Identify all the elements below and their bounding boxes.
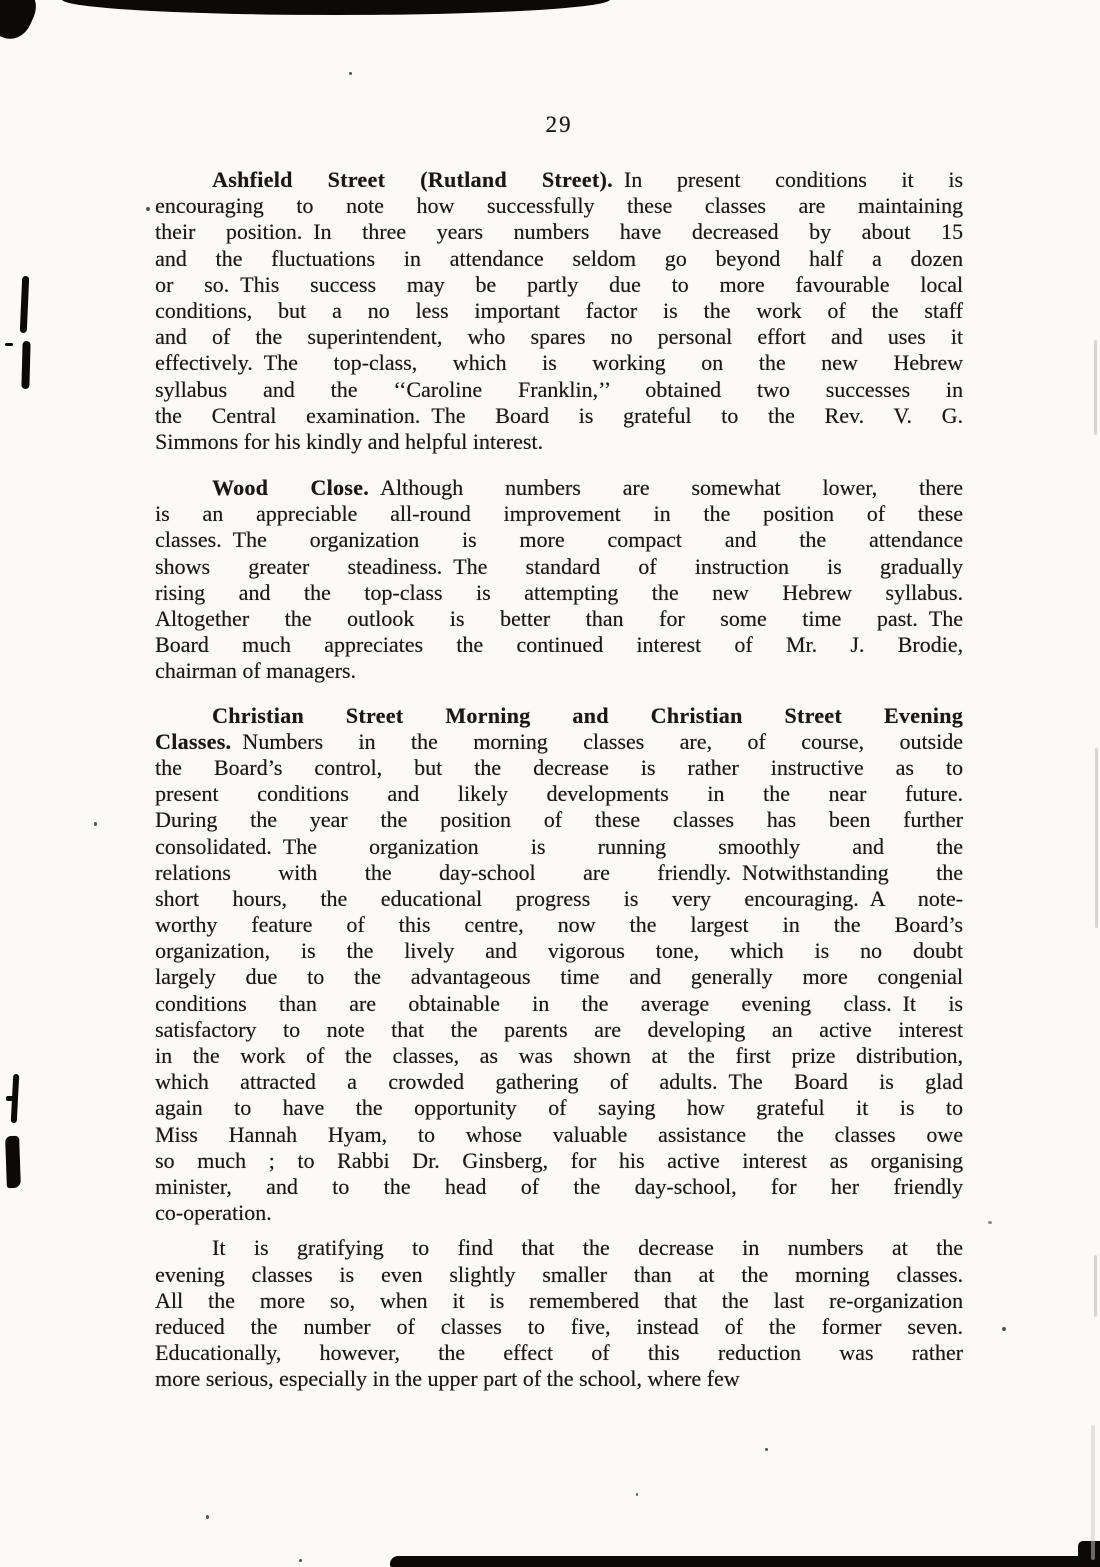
paragraph-ashfield-street bbox=[155, 167, 963, 455]
page-number: 29 bbox=[545, 112, 573, 137]
text-line: It is gratifying to find that the decrease in numbers at the bbox=[212, 1235, 963, 1261]
scan-speck bbox=[1002, 1327, 1006, 1331]
paragraph-gratifying bbox=[155, 1235, 963, 1392]
text-line: organization, is the lively and vigorous tone, which is no doubt bbox=[155, 938, 963, 964]
ink-foot-left-margin bbox=[6, 1096, 16, 1101]
ink-smudge-top-bar bbox=[62, 0, 610, 15]
text-line: conditions, but a no less important factor is the work of the staff bbox=[155, 297, 963, 323]
ink-stroke-left-margin-1 bbox=[20, 276, 29, 333]
text-line: encouraging to note how successfully these classes are maintaining bbox=[155, 193, 963, 219]
text-line: and of the superintendent, who spares no personal effort and uses it bbox=[155, 324, 963, 350]
text-line: shows greater steadiness. The standard of instruction is gradually bbox=[155, 553, 963, 579]
paragraph-heading: Christian Street Morning and Christian Street Evening bbox=[212, 702, 963, 728]
text-line: again to have the opportunity of saying how grateful it is to bbox=[155, 1095, 963, 1121]
text-line: rising and the top-class is attempting the new Hebrew syllabus. bbox=[155, 579, 963, 605]
text-line: Altogether the outlook is better than for some time past. The bbox=[155, 606, 963, 631]
scan-streak-right-3 bbox=[1094, 1255, 1097, 1317]
text-block bbox=[155, 167, 963, 1392]
scan-streak-right-1 bbox=[1094, 340, 1097, 435]
text-line: is an appreciable all-round improvement in the position of these bbox=[155, 501, 963, 527]
scan-speck bbox=[636, 1493, 638, 1496]
scan-speck bbox=[146, 207, 150, 211]
ink-smudge-top-left-corner bbox=[0, 0, 43, 45]
text-line: so much ; to Rabbi Dr. Ginsberg, for his active interest as organising bbox=[155, 1147, 963, 1173]
text-line: During the year the position of these classes has been further bbox=[155, 807, 963, 833]
scan-speck bbox=[206, 1515, 209, 1519]
ink-stroke-left-margin-2 bbox=[21, 341, 30, 389]
scan-speck bbox=[765, 1448, 768, 1451]
text-line: their position. In three years numbers have decreased by about 15 bbox=[155, 219, 963, 245]
text-line: satisfactory to note that the parents are developing an active interest bbox=[155, 1016, 963, 1042]
text-line: relations with the day-school are friendly. Notwithstanding the bbox=[155, 859, 963, 885]
scan-streak-right-4 bbox=[1091, 1425, 1095, 1560]
text-line: Classes. Numbers in the morning classes are, of course, outside bbox=[155, 728, 963, 754]
text-line: and the fluctuations in attendance seldom go beyond half a dozen bbox=[155, 245, 963, 271]
text-line: conditions than are obtainable in the average evening class. It is bbox=[155, 990, 963, 1016]
ink-blob-left-margin bbox=[5, 1136, 21, 1188]
text-line: chairman of managers. bbox=[155, 658, 356, 684]
text-line bbox=[155, 703, 963, 729]
text-line: classes. The organization is more compact and the attendance bbox=[155, 527, 963, 553]
text-line: Simmons for his kindly and helpful interest. bbox=[155, 428, 544, 454]
text-line: which attracted a crowded gathering of adults. The Board is glad bbox=[155, 1069, 963, 1095]
text-line: syllabus and the ‘‘Caroline Franklin,’’ obtained two successes in bbox=[155, 376, 963, 402]
scan-speck bbox=[94, 822, 97, 826]
text-line: Ashfield Street (Rutland Street). In present conditions it is bbox=[212, 167, 964, 192]
paragraph-wood-close bbox=[155, 475, 963, 685]
text-line: worthy feature of this centre, now the largest in the Board’s bbox=[155, 912, 963, 938]
text-line: effectively. The top-class, which is working on the new Hebrew bbox=[155, 350, 963, 376]
text-line: more serious, especially in the upper part of the school, where few bbox=[155, 1366, 740, 1392]
text-line: consolidated. The organization is running smoothly and the bbox=[155, 833, 963, 859]
text-line: in the work of the classes, as was shown at the first prize distribution, bbox=[155, 1043, 963, 1068]
scan-speck bbox=[988, 1221, 992, 1224]
text-line: co-operation. bbox=[155, 1200, 272, 1226]
text-line: or so. This success may be partly due to more favourable local bbox=[155, 271, 963, 297]
text-line: the Central examination. The Board is grateful to the Rev. V. G. bbox=[155, 402, 963, 428]
text-line: reduced the number of classes to five, instead of the former seven. bbox=[155, 1313, 963, 1339]
paragraph-heading: Wood Close. bbox=[212, 475, 370, 501]
text-line: present conditions and likely developments in the near future. bbox=[155, 781, 963, 807]
text-line: Board much appreciates the continued interest of Mr. J. Brodie, bbox=[155, 632, 963, 658]
ink-dash-left-margin bbox=[5, 343, 13, 346]
text-line: short hours, the educational progress is very encouraging. A note- bbox=[155, 885, 963, 911]
text-line: minister, and to the head of the day-school, for her friendly bbox=[155, 1173, 963, 1199]
paragraph-heading: Classes. bbox=[155, 728, 232, 754]
text-line: All the more so, when it is remembered that the last re-organization bbox=[155, 1287, 963, 1313]
text-line: evening classes is even slightly smaller than at the morning classes. bbox=[155, 1261, 963, 1287]
scan-speck bbox=[299, 1559, 302, 1562]
paragraph-christian-street bbox=[155, 703, 963, 1227]
paragraph-heading: Ashfield Street (Rutland Street). bbox=[212, 167, 613, 192]
text-line: Miss Hannah Hyam, to whose valuable assistance the classes owe bbox=[155, 1121, 963, 1147]
text-line: Wood Close. Although numbers are somewhat lower, there bbox=[212, 475, 963, 501]
text-line: the Board’s control, but the decrease is rather instructive as to bbox=[155, 754, 963, 780]
scan-speck bbox=[349, 72, 352, 75]
text-line: largely due to the advantageous time and generally more congenial bbox=[155, 964, 963, 990]
ink-smudge-bottom-bar bbox=[390, 1556, 1100, 1567]
scan-streak-right-2 bbox=[1095, 748, 1098, 928]
ink-smudge-bottom-right-corner bbox=[1078, 1541, 1100, 1567]
text-line: Educationally, however, the effect of this reduction was rather bbox=[155, 1340, 963, 1366]
